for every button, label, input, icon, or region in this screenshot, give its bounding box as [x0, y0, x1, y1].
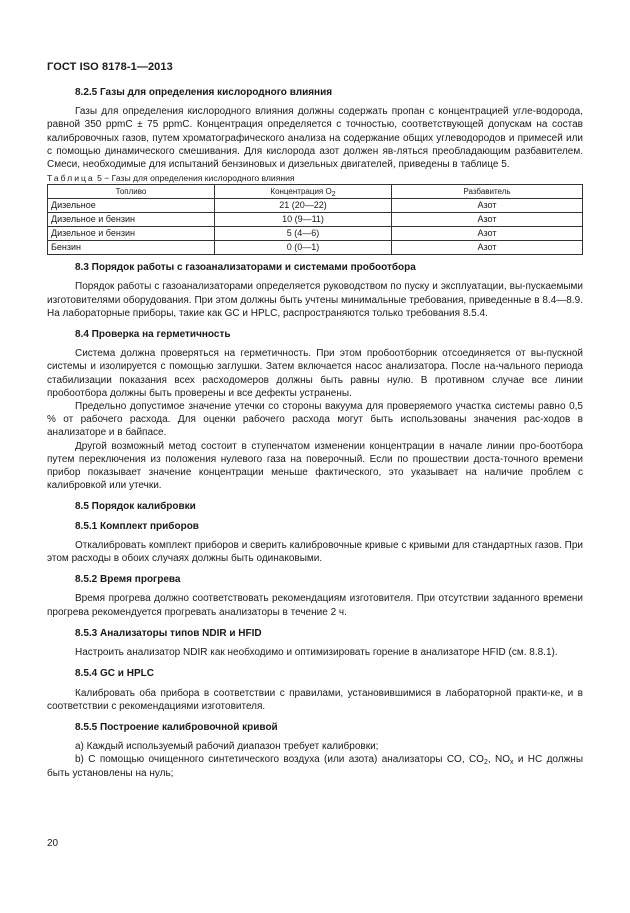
section-8-5-2-paragraph: Время прогрева должно соответствовать рекомендациям изготовителя. При отсутствии заданного времени прогрева рекомендуется прогревать анализаторы в течение 2 ч. [47, 593, 583, 618]
table-caption [47, 173, 583, 184]
cell-diluent: Азот [392, 199, 583, 213]
cell-fuel: Дизельное [48, 199, 215, 213]
column-header-fuel: Топливо [48, 185, 215, 199]
section-heading-8-5-5: 8.5.5 Построение калибровочной кривой [75, 721, 278, 733]
oxygen-interference-gas-table [47, 184, 583, 255]
table-header-row [48, 185, 583, 199]
table-caption-text: 5 − Газы для определения кислородного влияния [94, 173, 295, 184]
list-item-b-subscript-2: x [510, 759, 514, 767]
cell-concentration: 0 (0—1) [215, 241, 392, 255]
section-8-5-1-paragraph: Откалибровать комплект приборов и сверить калибровочные кривые с кривыми для стандартных газов. При этом расходы в обоих случаях должны быть одинаковыми. [47, 539, 583, 565]
list-item-b-text-1: b) С помощью очищенного синтетического воздуха (или азота) анализаторы CO, CO [75, 754, 484, 766]
section-heading-8-2-5: 8.2.5 Газы для определения кислородного влияния [75, 87, 333, 98]
cell-diluent: Азот [392, 227, 583, 241]
section-heading-8-5-2: 8.5.2 Время прогрева [75, 574, 181, 586]
cell-concentration: 21 (20—22) [215, 199, 392, 213]
section-8-4-paragraph-3: Другой возможный метод состоит в ступенчатом изменении концентрации в начале линии про-боотбора путем переключения из положения нулевого газа на поверочный. Если по прошествии доста-точного времени прибор показывает значение концентрации меньше фактического, это указывает на наличие проблем с калибровкой или утечки. [47, 440, 583, 492]
list-item-b-text-2: , NO [487, 754, 511, 766]
table-row [48, 199, 583, 213]
table-row [48, 227, 583, 241]
column-header-concentration-subscript: 2 [331, 191, 336, 199]
section-8-3-paragraph: Порядок работы с газоанализаторами определяется руководством по пуску и эксплуатации, вы-пускаемыми изготовителями оборудования. При этом должны быть учтены минимальные требования, приведенные в 8.4—8.9. На лабораторные приборы, такие как GC и HPLC, распространяются только требования 8.5.4. [47, 281, 583, 319]
section-heading-8-5-4: 8.5.4 GC и HPLC [75, 668, 154, 680]
cell-diluent: Азот [392, 213, 583, 227]
list-item-b-subscript-1: 2 [483, 759, 488, 767]
table-caption-label: Таблица [47, 173, 95, 184]
list-item-a: a) Каждый используемый рабочий диапазон требует калибровки; [75, 741, 379, 753]
cell-concentration: 5 (4—6) [215, 227, 392, 241]
section-8-4-paragraph-1: Система должна проверяться на герметичность. При этом пробоотборник отсоединяется от вы-пускной системы и изолируется с помощью заглушки. Затем включается насос анализатора. После на-чального периода стабилизации показания всех расходомеров должны быть равны нулю. В противном случае все линии пробоотбора должны быть проверены и все дефекты устранены. [47, 348, 583, 399]
column-header-diluent: Разбавитель [392, 185, 583, 199]
table-row [48, 213, 583, 227]
cell-concentration: 10 (9—11) [215, 213, 392, 227]
section-8-5-3-paragraph: Настроить анализатор NDIR как необходимо и оптимизировать горение в анализаторе HFID (см. 8.8.1). [75, 647, 558, 659]
cell-diluent: Азот [392, 241, 583, 255]
section-heading-8-5: 8.5 Порядок калибровки [75, 501, 196, 513]
column-header-concentration [215, 185, 392, 199]
section-8-4-paragraph-2: Предельно допустимое значение утечки со стороны вакуума для проверяемого участка системы равно 0,5 % от рабочего расхода. Для оценки рабочего расхода могут быть использованы значения рас-ходов в анализаторе и в байпасе. [47, 401, 583, 439]
section-heading-8-5-1: 8.5.1 Комплект приборов [75, 520, 199, 532]
cell-fuel: Бензин [48, 241, 215, 255]
column-header-concentration-text: Концентрация O [270, 187, 332, 197]
list-item-b [47, 753, 583, 779]
table-row [48, 241, 583, 255]
section-heading-8-5-3: 8.5.3 Анализаторы типов NDIR и HFID [75, 627, 262, 639]
cell-fuel: Дизельное и бензин [48, 227, 215, 241]
section-heading-8-3: 8.3 Порядок работы с газоанализаторами и системами пробоотбора [75, 262, 416, 274]
page-number: 20 [47, 838, 59, 849]
section-8-2-5-paragraph: Газы для определения кислородного влияния должны содержать пропан с концентрацией угле-водорода, равной 350 ppmC ± 75 ppmC. Концентрация определяется с точностью, соответствующей допускам на состав калибровочных газов, путем хроматографического анализа на содержание общих углеводородов и примесей или с помощью динамического смешивания. Для кислорода азот должен яв-ляться преобладающим разбавителем. Смеси, необходимые для испытаний бензиновых и дизельных двигателей, приведены в таблице 5. [47, 106, 583, 171]
document-header: ГОСТ ISO 8178-1—2013 [47, 61, 173, 73]
section-heading-8-4: 8.4 Проверка на герметичность [75, 329, 231, 341]
cell-fuel: Дизельное и бензин [48, 213, 215, 227]
document-body [47, 86, 583, 780]
section-8-5-4-paragraph: Калибровать оба прибора в соответствии с правилами, установившимися в лабораторной практи-ке, и в соответствии с рекомендациями изготовителя. [47, 687, 583, 712]
list-item-b-text-3: и HC должны быть установлены на нуль; [47, 754, 584, 779]
